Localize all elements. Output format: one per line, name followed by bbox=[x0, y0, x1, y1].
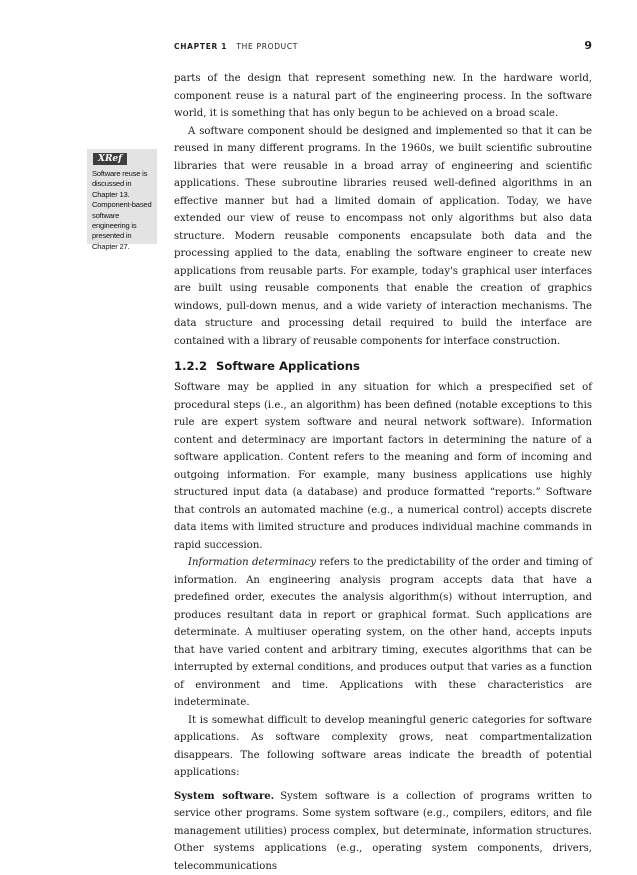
paragraph-3: Software may be applied in any situation for which a prespecified set of procedural steps (i.e., an algorithm) has been defined (notable exceptions to this rule are expert system software and neural network software). Information content and determinacy are important factors in determining the nature of a software application. Content refers to the meaning and form of incoming and outgoing information. For example, many business applications use highly structured input data (a database) and produce formatted “reports.” Software that controls an automated machine (e.g., a numerical control) accepts discrete data items with limited structure and produces individual machine commands in rapid succession. bbox=[174, 379, 592, 554]
term-system-software: System software. bbox=[174, 791, 274, 802]
paragraph-1: parts of the design that represent something new. In the hardware world, component reuse is a natural part of the engineering process. In the software world, it is something that has only begun to be achieved on a broad scale. bbox=[174, 70, 592, 123]
paragraph-2: A software component should be designed and implemented so that it can be reused in many different programs. In the 1960s, we built scientific subroutine libraries that were reusable in a broad array of engineering and scientific applications. These subroutine libraries reused well-defined algorithms in an effective manner but had a limited domain of application. Today, we have extended our view of reuse to encompass not only algorithms but also data structure. Modern reusable components encapsulate both data and the processing applied to the data, enabling the software engineer to create new applications from reusable parts. For example, today's graphical user interfaces are built using reusable components that enable the creation of graphics windows, pull-down menus, and a wide variety of interaction mechanisms. The data structure and processing detail required to build the interface are contained with a library of reusable components for interface construction. bbox=[174, 123, 592, 351]
paragraph-4 bbox=[174, 554, 592, 712]
paragraph-5: It is somewhat difficult to develop meaningful generic categories for software applications. As software complexity grows, neat compartmentalization disappears. The following software areas indicate the breadth of potential applications: bbox=[174, 712, 592, 782]
paragraph-4-text: refers to the predictability of the order and timing of information. An engineering analysis program accepts data that have a predefined order, executes the analysis algorithm(s) without interruption, and produces resultant data in report or graphical format. Such applications are determinate. A multiuser operating system, on the other hand, accepts inputs that have varied content and arbitrary timing, executes algorithms that can be interrupted by external conditions, and produces output that varies as a function of environment and time. Applications with these characteristics are indeterminate. bbox=[174, 557, 592, 708]
paragraph-6-text: System software is a collection of programs written to service other programs. Some system software (e.g., compilers, editors, and file management utilities) process complex, but determinate, information structures. Other systems applications (e.g., operating system components, drivers, telecommunications bbox=[174, 791, 592, 872]
page-number: 9 bbox=[584, 39, 592, 52]
paragraph-6 bbox=[174, 788, 592, 875]
section-heading bbox=[174, 356, 592, 376]
chapter-title: THE PRODUCT bbox=[236, 42, 298, 51]
section-title: Software Applications bbox=[216, 359, 360, 373]
xref-sidebar bbox=[87, 149, 157, 244]
term-information-determinacy: Information determinacy bbox=[188, 557, 316, 568]
chapter-label: CHAPTER 1 bbox=[174, 42, 227, 51]
body-text bbox=[174, 70, 592, 875]
xref-badge: XRef bbox=[93, 153, 127, 165]
running-head bbox=[174, 42, 592, 56]
xref-note: Software reuse is discussed in Chapter 13. Component-based software engineering is presented in Chapter 27. bbox=[92, 169, 158, 252]
section-number: 1.2.2 bbox=[174, 356, 216, 376]
